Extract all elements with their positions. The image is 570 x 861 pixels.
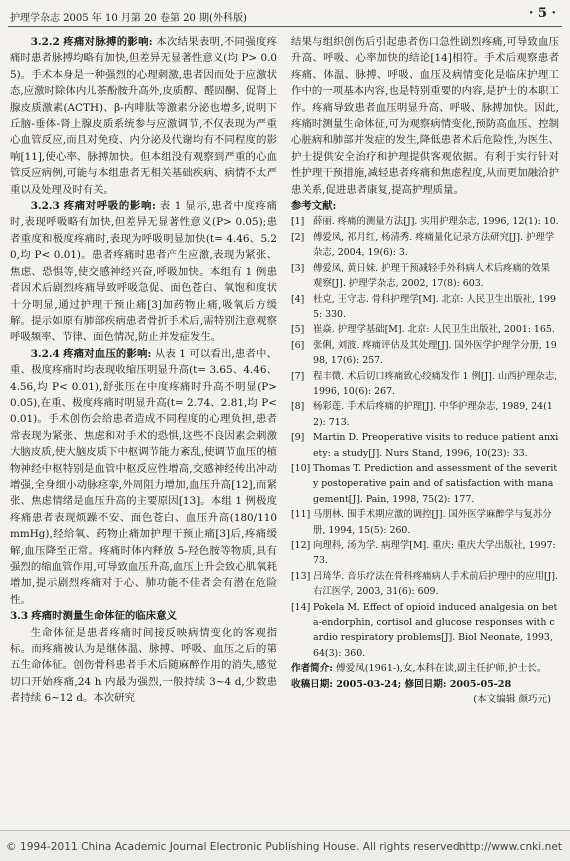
page-number: · 5 · — [528, 6, 556, 21]
reference-number: [9] — [291, 432, 305, 444]
section-body: 本次结果表明,不同强度疼痛时患者脉搏均略有加快,但差异无显著性意义(均 P> 0.05)。手术本身是一种强烈的心理刺激,患者因而处于应激状态,应激时除体内儿茶酚胺升高外,皮质醇、醛固酮、促肾上腺皮质激素(ACTH)、β-内啡肽等激素分泌也增多,说明下丘脑-垂体-肾上腺皮质系统参与应激调节,不仅表现为严重心血管反应,而且对免疫、内分泌及代谢均有不同程度的影响[11],使心率、脉搏加快。但本组没有观察到严重的心血管反应病例,可能与本组患者无相关基础疾病、病情不太严重以及处理及时有关。 — [10, 36, 277, 196]
author-text: 傅爱凤(1961-),女,本科在读,副主任护师,护士长。 — [335, 663, 547, 675]
source-url-link[interactable]: http://www.cnki.net — [458, 841, 562, 853]
section-3-3-heading — [10, 608, 277, 624]
reference-text: 吕琦华. 音乐疗法在骨科疼痛病人手术前后护理中的应用[J]. 右江医学, 2003, 31(6): 609. — [313, 570, 559, 598]
reference-number: [2] — [291, 231, 305, 243]
received-dates: 收稿日期: 2005-03-24; 修回日期: 2005-05-28 — [291, 678, 512, 690]
reference-text: Thomas T. Prediction and assessment of the severity postoperative pain and of satisfaction with management[J]. Pain, 1998, 75(2): 177. — [313, 462, 558, 505]
journal-title: 护理学杂志 2005 年 10 月第 20 卷第 20 期(外科版) — [10, 13, 247, 24]
reference-item — [291, 369, 559, 400]
reference-item — [291, 322, 559, 337]
reference-text: 杜克, 王守志. 骨科护理学[M]. 北京: 人民卫生出版社, 1995: 330. — [313, 293, 556, 320]
section-number: 3.2.2 — [30, 36, 60, 48]
reference-text: Martin D. Preoperative visits to reduce patient anxiety: a study[J]. Nurs Stand, 1996, 10(23): 33. — [313, 432, 559, 459]
running-header — [8, 4, 562, 27]
section-number: 3.2.4 — [30, 347, 60, 360]
reference-number: [8] — [291, 401, 305, 413]
reference-text: 傅爱凤, 黄日妹. 护理干预减轻手外科病人术后疼痛的效果观察[J]. 护理学杂志, 2002, 17(8): 603. — [313, 262, 550, 290]
reference-item — [291, 569, 559, 600]
reference-text: 傅爱凤, 祁月红, 杨清秀. 疼痛量化记录方法研究[J]. 护理学杂志, 2004, 19(6): 3. — [313, 231, 555, 259]
section-body: 表 1 显示,患者中度疼痛时,表现呼吸略有加快,但差异无显著性意义(P> 0.05);患者重度和极度疼痛时,表现为呼吸明显加快(t= 4.46、5.20,均 P< 0.01)。患者疼痛时患者产生应激,表现为紧张、焦虑、恐惧等,使交感神经兴奋,呼吸加快。本组有 1 例患者因术后剧烈疼痛导致呼吸急促、面色苍白、氧饱和度状十分明显,通过护理干预止痛[3]加药物止痛,吸氧后方缓解。提示如原有肺部疾病患者骨折手术后,需特别注意观察呼吸频率、节律、面色情况,防止并发症发生。 — [10, 200, 277, 344]
reference-text: 程丰微. 术后切口疼痛致心绞痛发作 1 例[J]. 山西护理杂志, 1996, 10(6): 267. — [313, 370, 558, 397]
continued-paragraph: 结果与组织创伤后引起患者伤口急性剧烈疼痛,可导致血压升高、呼吸、心率加快的结论[14]相符。手术后观察患者疼痛、体温、脉搏、呼吸、血压及病情变化是临床护理工作中的一项基本内容,也是特别重要的内容,是护士的本职工作。疼痛导致患者血压明显升高、呼吸、脉搏加快。因此,疼痛时测量生命体征,可为观察病情变化,预防高血压、控制心脏病和肺部并发症的发生,降低患者术后危险性,为医生、护士提供安全治疗和护理提供客观依据。有利于实行针对性护理干预措施,减轻患者疼痛和焦虑程度,从而更加融洽护患关系,促进患者康复,提高护理质量。 — [291, 36, 559, 196]
author-note — [291, 661, 559, 676]
reference-text: 张俐, 刘波. 疼痛评估及其处理[J]. 国外医学护理学分册, 1998, 17(6): 257. — [313, 339, 557, 367]
reference-number: [5] — [291, 324, 305, 336]
section-3-2-3 — [10, 198, 277, 346]
section-3-2-4 — [10, 346, 277, 609]
section-number: 3.2.3 — [30, 200, 60, 213]
editor-credit: (本文编辑 颜巧元) — [473, 694, 551, 706]
section-lead: 疼痛对脉搏的影响: — [63, 36, 153, 48]
reference-item — [291, 261, 559, 292]
reference-number: [10] — [291, 462, 311, 474]
left-column — [10, 34, 277, 707]
reference-item — [291, 230, 559, 261]
reference-number: [1] — [291, 216, 305, 228]
right-column — [291, 34, 559, 708]
reference-item — [291, 461, 559, 507]
reference-number: [12] — [291, 540, 311, 551]
reference-item — [291, 214, 559, 229]
reference-item — [291, 338, 559, 369]
reference-text: 向理科, 汤为学. 病理学[M]. 重庆: 重庆大学出版社, 1997: 73. — [313, 540, 556, 567]
references-heading: 参考文献: — [291, 200, 337, 213]
reference-number: [6] — [291, 339, 305, 351]
reference-number: [3] — [291, 262, 305, 274]
reference-text: Pokela M. Effect of opioid induced analgesia on beta-endorphin, cortisol and glucose responses with cardio respiratory problems[J]. Biol Neonate, 1993, 64(3): 360. — [313, 601, 558, 659]
section-number: 3.3 — [10, 610, 29, 623]
reference-list — [291, 214, 559, 661]
reference-text: 崔焱. 护理学基础[M]. 北京: 人民卫生出版社, 2001: 165. — [313, 324, 555, 336]
reference-number: [13] — [291, 570, 311, 582]
reference-item — [291, 538, 559, 569]
author-label: 作者简介: — [291, 663, 333, 675]
section-lead: 疼痛时测量生命体征的临床意义 — [31, 610, 177, 623]
reference-item — [291, 507, 559, 538]
reference-number: [4] — [291, 293, 305, 305]
section-lead: 疼痛对呼吸的影响: — [63, 200, 156, 213]
reference-text: 马朋林. 围手术期应激的调控[J]. 国外医学麻醉学与复苏分册, 1994, 15(5): 260. — [313, 509, 552, 536]
reference-item — [291, 600, 559, 662]
reference-number: [14] — [291, 601, 311, 613]
reference-text: 杨彩莲. 手术后疼痛的护理[J]. 中华护理杂志, 1989, 24(12): 713. — [313, 401, 553, 428]
section-3-3-body — [10, 625, 277, 707]
reference-text: 薛丽. 疼痛的测量方法[J]. 实用护理杂志, 1996, 12(1): 10. — [313, 216, 559, 228]
section-lead: 疼痛对血压的影响: — [63, 347, 152, 360]
page-footer — [0, 830, 570, 861]
reference-number: [7] — [291, 370, 305, 382]
section-3-2-2 — [10, 34, 277, 198]
section-body: 生命体征是患者疼痛时间接反映病情变化的客观指标。而疼痛被认为是继体温、脉搏、呼吸、血压之后的第五生命体征。创伤骨科患者手术后随麻醉作用的消失,感觉切口开始疼痛,24 h 内最为强烈,一般持续 3~4 d,少数患者持续 6~12 d。本次研究 — [10, 626, 277, 705]
section-body: 从表 1 可以看出,患者中、重、极度疼痛时均表现收缩压明显升高(t= 3.65、4.46、4.56,均 P< 0.01),舒张压在中度疼痛时升高不明显(P> 0.05),在重、极度疼痛时明显升高(t= 2.74、2.81,均 P< 0.01)。手术创伤会给患者造成不同程度的心理负担,患者常表现为紧张、焦虑和对手术的恐惧,这些不良因素会刺激大脑皮质,使大脑皮质下中枢调节能力紊乱,使调节血压的植物神经中枢特别是血管中枢反应性增高,交感神经传出冲动增强,全身细小动脉痉挛,外周阻力增加,血压升高[12],而紧张、焦虑情绪是血压升高的主要原因[13]。本组 1 例极度疼痛患者表现烦躁不安、面色苍白、血压升高(180/110 mmHg),经给氧、药物止痛加护理干预止痛[3]后,疼痛缓解,血压降至正常。疼痛时体内释放 5-羟色胺等物质,具有强烈的缩血管作用,可导致血压升高,血压上升会致心肌氧耗增加,提示剧烈疼痛对于心、肺功能不佳者会有潜在危险性。 — [10, 347, 277, 606]
copyright-notice: © 1994-2011 China Academic Journal Electronic Publishing House. All rights reserved. — [6, 841, 463, 853]
reference-item — [291, 430, 559, 461]
reference-number: [11] — [291, 509, 311, 521]
reference-item — [291, 399, 559, 430]
reference-item — [291, 292, 559, 323]
